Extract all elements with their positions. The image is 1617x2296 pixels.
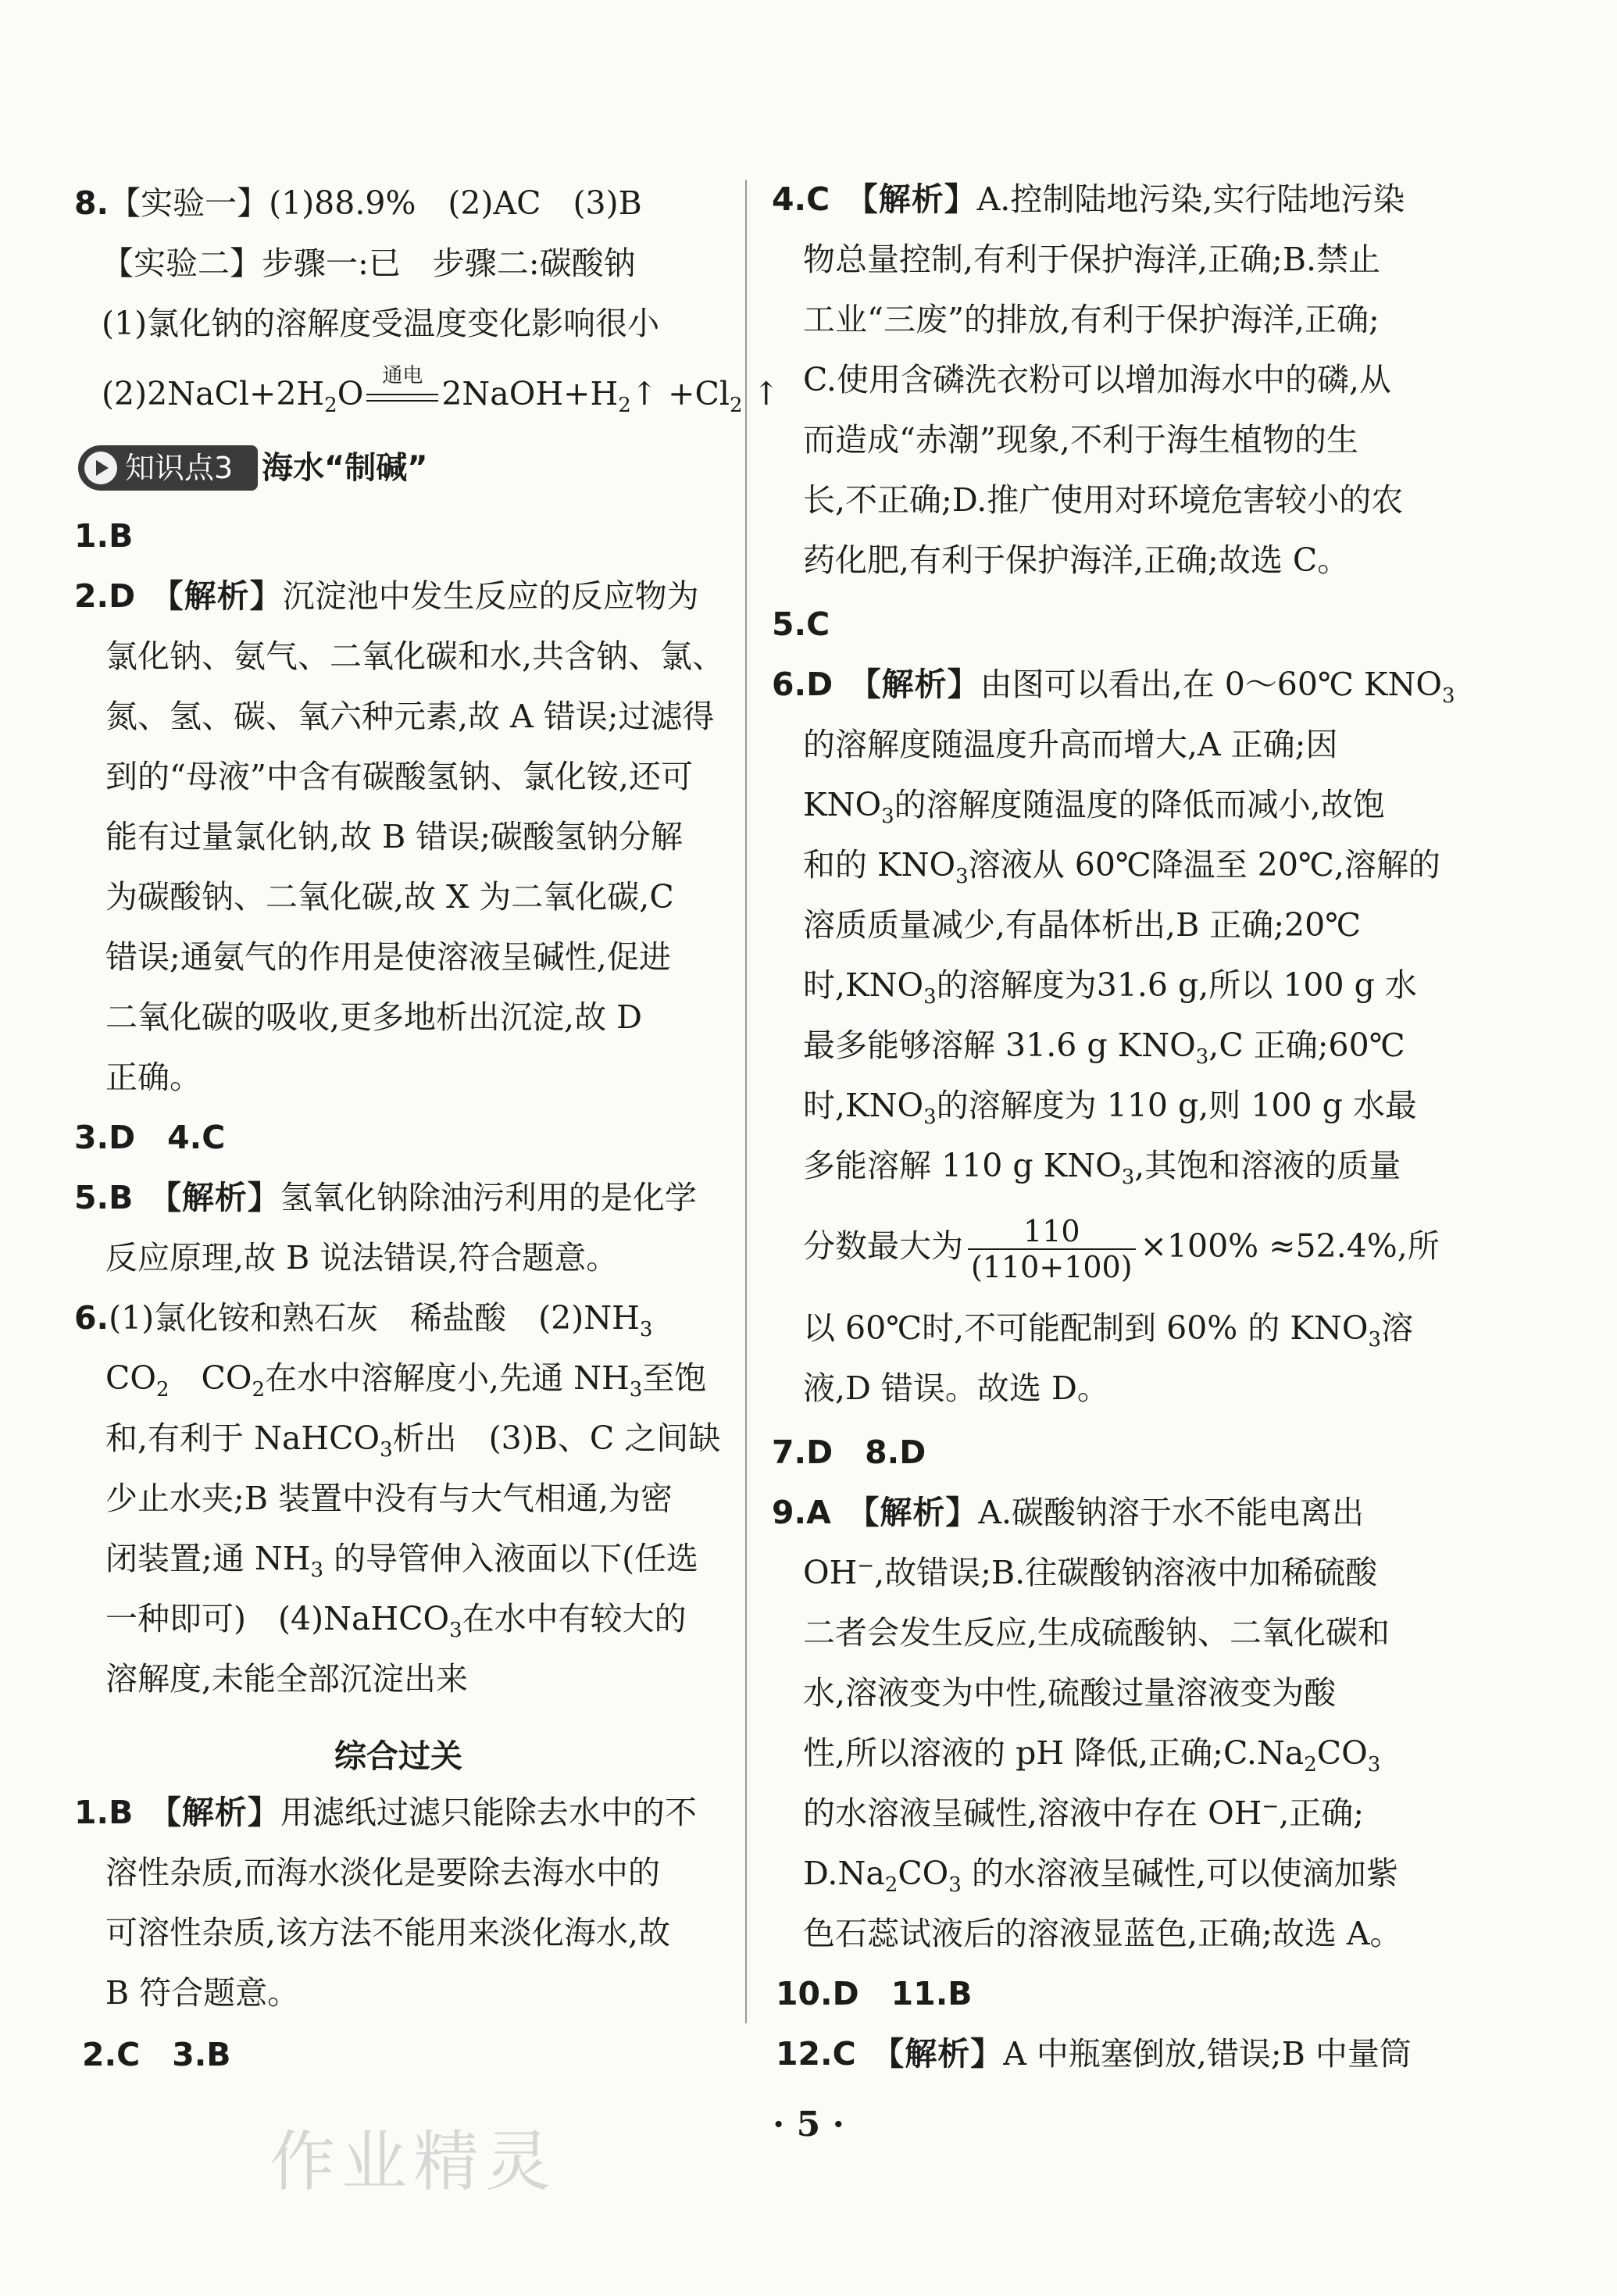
k6-line-1 bbox=[74, 1294, 652, 1341]
sub: 2 bbox=[155, 1378, 170, 1402]
sub: 2 bbox=[252, 1378, 266, 1402]
r6-text: ,C 正确;60℃ bbox=[1208, 1027, 1405, 1064]
r4-line: 长,不正确;D.推广使用对环境危害较小的农 bbox=[803, 481, 1404, 519]
reaction-condition-arrow bbox=[366, 363, 438, 412]
q8-equation bbox=[102, 363, 780, 418]
r6-line-10 bbox=[803, 1207, 1440, 1285]
q8-number: 8. bbox=[74, 184, 109, 222]
r6-text: 分数最大为 bbox=[803, 1227, 963, 1265]
k6-line-2 bbox=[105, 1355, 706, 1402]
k2-line: 错误;通氨气的作用是使溶液呈碱性,促进 bbox=[105, 938, 671, 976]
k6-text: (1)氯化铵和熟石灰 稀盐酸 (2)NH bbox=[109, 1299, 640, 1337]
k6-text: 闭装置;通 NH bbox=[105, 1540, 311, 1577]
r6-text: 最多能够溶解 31.6 g KNO bbox=[803, 1027, 1196, 1064]
k6-text: 一种即可) (4)NaHCO bbox=[105, 1600, 450, 1637]
section-badge bbox=[78, 445, 258, 491]
r6-text: 的溶解度为 110 g,则 100 g 水最 bbox=[936, 1087, 1417, 1124]
q8-line-3: (1)氯化钠的溶解度受温度变化影响很小 bbox=[102, 305, 660, 342]
k6-text: 在水中溶解度小,先通 NH bbox=[265, 1359, 630, 1397]
sub: 3 bbox=[1195, 1045, 1209, 1069]
r6-line-12: 液,D 错误。故选 D。 bbox=[803, 1369, 1109, 1407]
r9-text: ,故错误;B.往碳酸钠溶液中加稀硫酸 bbox=[874, 1554, 1378, 1591]
k5-line-2: 反应原理,故 B 说法错误,符合题意。 bbox=[105, 1239, 619, 1277]
k2-line: 正确。 bbox=[105, 1059, 202, 1096]
sub: 2 bbox=[884, 1873, 898, 1898]
sub: 3 bbox=[955, 865, 969, 889]
sub: 3 bbox=[310, 1559, 324, 1583]
k2-line: 二氧化碳的吸收,更多地析出沉淀,故 D bbox=[105, 998, 642, 1036]
z1-line: 可溶性杂质,该方法不能用来淡化海水,故 bbox=[105, 1914, 671, 1951]
r6-line-5: 溶质质量减少,有晶体析出,B 正确;20℃ bbox=[803, 906, 1362, 944]
z1-line: 溶性杂质,而海水淡化是要除去海水中的 bbox=[105, 1854, 661, 1891]
analysis-tag: 【解析】 bbox=[165, 1794, 280, 1831]
k2-number: 2.D bbox=[74, 577, 136, 615]
k6-line-7: 溶解度,未能全部沉淀出来 bbox=[105, 1660, 469, 1698]
r9-line-7 bbox=[803, 1850, 1398, 1897]
eq-part: 2NaOH+H bbox=[441, 375, 619, 412]
r5-answer: 5.C bbox=[772, 605, 830, 643]
eq-part: (2)2NaCl+2H bbox=[102, 375, 325, 412]
z23-answer: 2.C 3.B bbox=[82, 2036, 231, 2073]
k6-text: 和,有利于 NaHCO bbox=[105, 1419, 380, 1457]
eq-sub: 2 bbox=[730, 394, 743, 418]
r4-line-1 bbox=[772, 176, 1405, 223]
k6-text: CO bbox=[105, 1359, 156, 1397]
eq-part: O bbox=[337, 375, 364, 412]
sub: 3 bbox=[1367, 1753, 1381, 1777]
k6-line-6 bbox=[105, 1595, 687, 1642]
k6-text: 在水中有较大的 bbox=[462, 1600, 687, 1637]
r6-text: 以 60℃时,不可能配制到 60% 的 KNO bbox=[803, 1309, 1369, 1347]
r9-text: A.碳酸钠溶于水不能电离出 bbox=[978, 1494, 1364, 1531]
sub: 3 bbox=[449, 1619, 462, 1643]
r9-text: 性,所以溶液的 pH 降低,正确;C.Na bbox=[803, 1734, 1305, 1772]
watermark: 作业精灵 bbox=[270, 2123, 558, 2200]
summary-heading: 综合过关 bbox=[334, 1737, 462, 1775]
r12-text: A 中瓶塞倒放,错误;B 中量筒 bbox=[1003, 2035, 1412, 2073]
r1011-answer: 10.D 11.B bbox=[776, 1975, 973, 2012]
k5-text: 氢氧化钠除油污利用的是化学 bbox=[280, 1179, 697, 1216]
k5-line-1 bbox=[74, 1174, 697, 1221]
column-divider bbox=[745, 180, 747, 2023]
r9-text: CO bbox=[898, 1855, 949, 1892]
z1-line-1 bbox=[74, 1789, 697, 1836]
r9-line-6 bbox=[803, 1790, 1364, 1837]
r4-line: 药化肥,有利于保护海洋,正确;故选 C。 bbox=[803, 541, 1350, 579]
k2-line: 为碳酸钠、二氧化碳,故 X 为二氧化碳,C bbox=[105, 878, 674, 916]
k2-line: 氯化钠、氨气、二氧化碳和水,共含钠、氯、 bbox=[105, 637, 725, 675]
r6-text: 由图可以看出,在 0～60℃ KNO bbox=[980, 666, 1442, 703]
r6-line-3 bbox=[803, 781, 1385, 828]
r12-number: 12.C bbox=[776, 2035, 856, 2073]
k34-answer: 3.D 4.C bbox=[74, 1119, 226, 1156]
k1-answer: 1.B bbox=[74, 517, 134, 555]
sup: − bbox=[1262, 1794, 1280, 1819]
z1-number: 1.B bbox=[74, 1794, 134, 1831]
r6-text: 时,KNO bbox=[803, 1087, 924, 1124]
r4-line: 工业“三废”的排放,有利于保护海洋,正确; bbox=[803, 301, 1380, 338]
z1-text: 用滤纸过滤只能除去水中的不 bbox=[280, 1794, 697, 1831]
r9-text: D.Na bbox=[803, 1855, 885, 1892]
section-badge-label: 知识点3 bbox=[125, 451, 234, 485]
k6-text: CO bbox=[169, 1359, 252, 1397]
analysis-tag: 【解析】 bbox=[865, 666, 980, 703]
sub: 3 bbox=[629, 1378, 643, 1402]
sub: 3 bbox=[639, 1318, 653, 1342]
sub: 3 bbox=[881, 805, 894, 829]
eq-sub: 2 bbox=[618, 394, 631, 418]
sub: 3 bbox=[948, 1873, 962, 1898]
sub: 3 bbox=[380, 1438, 393, 1462]
r6-text: 多能溶解 110 g KNO bbox=[803, 1147, 1122, 1184]
k2-line-1 bbox=[74, 573, 699, 620]
analysis-tag: 【解析】 bbox=[887, 2035, 1004, 2073]
sub: 3 bbox=[923, 985, 937, 1009]
k6-number: 6. bbox=[74, 1299, 109, 1337]
r6-text: 溶 bbox=[1381, 1309, 1413, 1347]
k5-number: 5.B bbox=[74, 1179, 134, 1216]
sub: 2 bbox=[1304, 1753, 1317, 1777]
fraction-denominator: (110+100) bbox=[971, 1249, 1133, 1284]
r6-text: ,其饱和溶液的质量 bbox=[1134, 1147, 1401, 1184]
k2-line: 氮、氢、碳、氧六种元素,故 A 错误;过滤得 bbox=[105, 698, 715, 735]
z1-line: B 符合题意。 bbox=[105, 1974, 300, 2012]
r12-line-1 bbox=[776, 2030, 1412, 2077]
r9-text: OH bbox=[803, 1554, 858, 1591]
eq-part: ↑ bbox=[742, 375, 780, 412]
analysis-tag: 【解析】 bbox=[167, 577, 283, 615]
q8-text-1: 【实验一】(1)88.9% (2)AC (3)B bbox=[109, 184, 642, 222]
r6-number: 6.D bbox=[772, 666, 833, 703]
r6-text: 时,KNO bbox=[803, 966, 924, 1004]
r4-line: C.使用含磷洗衣粉可以增加海水中的磷,从 bbox=[803, 361, 1391, 398]
fraction-numerator: 110 bbox=[968, 1214, 1136, 1250]
r9-number: 9.A bbox=[772, 1494, 831, 1531]
r4-text: A.控制陆地污染,实行陆地污染 bbox=[976, 180, 1405, 218]
analysis-tag: 【解析】 bbox=[862, 180, 977, 218]
r6-line-1 bbox=[772, 661, 1455, 708]
r9-line-5 bbox=[803, 1730, 1380, 1776]
r6-line-11 bbox=[803, 1305, 1413, 1352]
r9-line-8: 色石蕊试液后的溶液显蓝色,正确;故选 A。 bbox=[803, 1915, 1402, 1952]
sub: 3 bbox=[1121, 1166, 1135, 1190]
r4-line: 物总量控制,有利于保护海洋,正确;B.禁止 bbox=[803, 241, 1381, 278]
r9-line-1 bbox=[772, 1489, 1364, 1536]
k2-text: 沉淀池中发生反应的反应物为 bbox=[282, 577, 699, 615]
r6-line-8 bbox=[803, 1082, 1417, 1129]
mass-fraction bbox=[968, 1214, 1136, 1284]
r6-text: 和的 KNO bbox=[803, 846, 956, 884]
k6-text: 的导管伸入液面以下(任选 bbox=[323, 1540, 699, 1577]
r6-text: 的溶解度随温度的降低而减小,故饱 bbox=[894, 786, 1385, 823]
sup: − bbox=[857, 1554, 875, 1578]
k2-line: 能有过量氯化钠,故 B 错误;碳酸氢钠分解 bbox=[105, 818, 684, 855]
r4-line: 而造成“赤潮”现象,不利于海生植物的生 bbox=[803, 421, 1358, 459]
k6-line-5 bbox=[105, 1535, 698, 1582]
k6-line-4: 少止水夹;B 装置中没有与大气相通,为密 bbox=[105, 1480, 673, 1517]
analysis-tag: 【解析】 bbox=[862, 1494, 979, 1531]
reaction-condition: 通电 bbox=[382, 363, 423, 387]
eq-part: ↑ +Cl bbox=[630, 375, 730, 412]
r9-line-4: 水,溶液变为中性,硫酸过量溶液变为酸 bbox=[803, 1674, 1337, 1712]
r6-line-2: 的溶解度随温度升高而增大,A 正确;因 bbox=[803, 726, 1338, 763]
r9-line-2 bbox=[803, 1549, 1377, 1596]
arrow-icon bbox=[84, 452, 117, 484]
sub: 3 bbox=[923, 1105, 937, 1130]
r9-text: 的水溶液呈碱性,溶液中存在 OH bbox=[803, 1794, 1262, 1832]
r6-line-4 bbox=[803, 841, 1440, 888]
r6-text: KNO bbox=[803, 786, 882, 823]
r9-text: ,正确; bbox=[1279, 1794, 1365, 1832]
k6-text: 析出 (3)B、C 之间缺 bbox=[392, 1419, 721, 1457]
q8-line-2: 【实验二】步骤一:已 步骤二:碳酸钠 bbox=[102, 245, 636, 282]
eq-sub: 2 bbox=[324, 394, 337, 418]
analysis-tag: 【解析】 bbox=[165, 1179, 280, 1216]
sub: 3 bbox=[1441, 684, 1455, 709]
r6-text: 的溶解度为31.6 g,所以 100 g 水 bbox=[936, 966, 1417, 1004]
r9-text: 的水溶液呈碱性,可以使滴加紫 bbox=[961, 1855, 1398, 1892]
k2-line: 到的“母液”中含有碳酸氢钠、氯化铵,还可 bbox=[105, 758, 693, 795]
k6-text: 至饱 bbox=[642, 1359, 707, 1397]
r6-line-6 bbox=[803, 962, 1417, 1009]
r6-line-9 bbox=[803, 1142, 1401, 1189]
r9-line-3: 二者会发生反应,生成硫酸钠、二氧化碳和 bbox=[803, 1614, 1390, 1651]
r6-line-7 bbox=[803, 1022, 1405, 1069]
r78-answer: 7.D 8.D bbox=[772, 1434, 926, 1471]
page-number: · 5 · bbox=[773, 2105, 844, 2144]
section-title: 海水“制碱” bbox=[262, 450, 428, 486]
q8-line-1 bbox=[74, 180, 642, 227]
r6-text: ×100% ≈52.4%,所 bbox=[1140, 1227, 1440, 1265]
r6-text: 溶液从 60℃降温至 20℃,溶解的 bbox=[968, 846, 1440, 884]
k6-line-3 bbox=[105, 1415, 720, 1462]
r4-number: 4.C bbox=[772, 180, 830, 218]
r9-text: CO bbox=[1316, 1734, 1368, 1772]
sub: 3 bbox=[1368, 1328, 1381, 1352]
